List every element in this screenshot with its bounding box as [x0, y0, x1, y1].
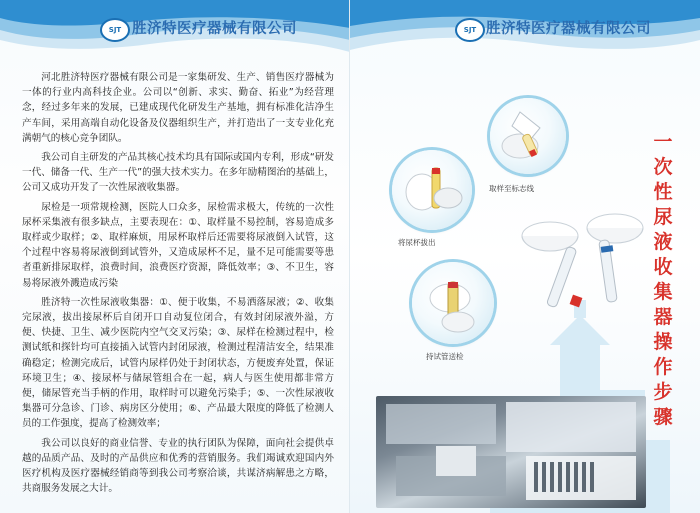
analyzer-illustration	[376, 396, 646, 508]
company-logo: SJT	[455, 18, 485, 42]
collector-in-hand-icon	[490, 98, 566, 174]
intro-paragraph: 我公司自主研发的产品其核心技术均具有国际或国内专利，形成“研发一代、储备一代、生产一代”的强大技术实力。在多年励精图治的基础上，公司又成功开发了一次性尿液收集器。	[22, 152, 334, 194]
procedure-title-char: 骤	[653, 406, 673, 428]
procedure-title-char: 作	[653, 356, 673, 378]
lab-analyzer-photo	[376, 396, 646, 508]
hold-tube-icon	[412, 262, 494, 344]
step-collect-caption: 取样至标志线	[489, 184, 534, 193]
procedure-title-char: 性	[653, 181, 673, 203]
procedure-title-char: 器	[653, 306, 673, 328]
procedure-title-char: 次	[653, 156, 673, 178]
step-hold-caption: 持试管送检	[426, 352, 464, 361]
collector-product-image	[515, 206, 650, 326]
company-logo: SJT	[100, 18, 130, 42]
procedure-title	[650, 130, 676, 430]
intro-paragraph: 胜济特一次性尿液收集器：①、便于收集，不易洒落尿液；②、收集完尿液，拔出接尿杯后自闭开口自动复位闭合，有效封闭尿液外溢，方便、快捷、卫生、减少医院内空气交叉污染；③、尿样在检测过程中，检测试纸和探针均可直接插入试管内封闭尿液，检测过程清洁安全，结果准确稳定；检测完成后，试管内尿样仍处于封闭状态，方便废弃处置，保证环境卫生；④、接尿杯与储尿管组合在一起，病人与医生使用都非常方便，储尿管充当手柄的作用，取样时可以避免污染手；⑤、一次性尿液收集器可分急诊、门诊、病房区分使用；⑥、产品最大限度的降低了检测人员的工作强度，提高了检测效率；	[22, 296, 334, 430]
procedure-title-char: 一	[653, 131, 673, 153]
procedure-title-char: 操	[653, 331, 673, 353]
procedure-title-char: 尿	[653, 206, 673, 228]
step-collect-image	[490, 98, 566, 174]
step-hold-image	[412, 262, 494, 344]
step-remove-image	[392, 150, 472, 230]
intro-text	[22, 70, 334, 500]
company-name: 胜济特医疗器械有限公司	[486, 21, 651, 37]
procedure-title-char: 液	[653, 231, 673, 253]
procedure-title-char: 集	[653, 281, 673, 303]
intro-paragraph: 河北胜济特医疗器械有限公司是一家集研发、生产、销售医疗器械为一体的行业内高科技企业。公司以“创新、求实、勤奋、拓业”为经营理念，经过多年来的发展，已建成现代化研发生产基地，拥有标准化洁净生产车间，采用高端自动化设备及仪器组织生产，并打造出了一支专业化充满朝气的核心竞争团队。	[22, 72, 334, 144]
step-remove-caption: 将尿杯拔出	[398, 238, 436, 247]
intro-paragraph: 尿检是一项常规检测，医院人口众多，尿检需求极大，传统的一次性尿杯采集液有很多缺点，主要表现在：①、取样量不易控制，容易造成多取样或少取样；②、取样麻烦，用尿杯取样后还需要将尿液倒入试管，这个过程中容易将尿液倒到试管外，又造成尿杯不足，量不足可能需要等患者重新排尿取样，浪费时间，浪费医疗资源，降低效率；③、不卫生，容易将尿液外溅造成污染	[22, 201, 334, 289]
intro-paragraph: 我公司以良好的商业信誉、专业的执行团队为保障，面向社会提供卓越的品质产品、及时的产品供应和优秀的营销服务。我们竭诚欢迎国内外医疗机构及医疗器械经销商等到我公司考察洽谈，共谋济病解患之方略，共商服务发展之大计。	[22, 437, 334, 495]
remove-cup-icon	[392, 150, 472, 230]
procedure-title-char: 步	[653, 381, 673, 403]
company-name: 胜济特医疗器械有限公司	[132, 21, 297, 37]
procedure-title-char: 收	[653, 256, 673, 278]
